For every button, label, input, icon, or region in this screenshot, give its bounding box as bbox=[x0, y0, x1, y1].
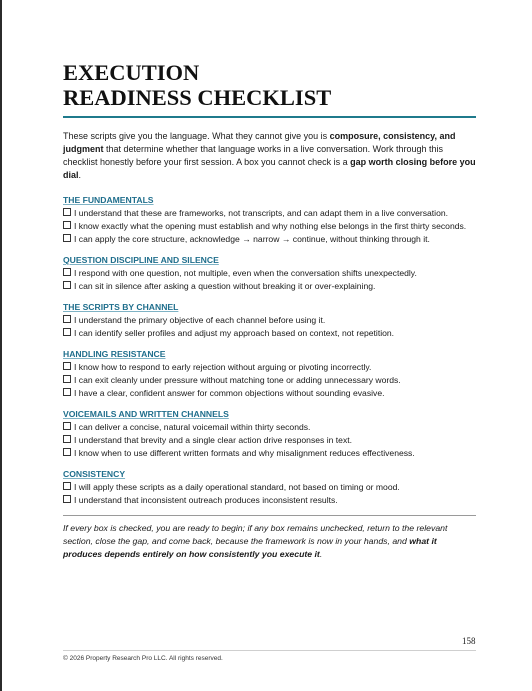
checklist-item-text: I can sit in silence after asking a question without breaking it or over-explaining. bbox=[74, 281, 376, 291]
checklist-item-text: I understand the primary objective of each channel before using it. bbox=[74, 315, 326, 325]
checklist-item bbox=[63, 314, 476, 327]
checkbox[interactable] bbox=[63, 388, 71, 396]
checklist-section bbox=[63, 254, 476, 293]
page-title bbox=[63, 60, 476, 110]
document-body bbox=[63, 60, 476, 561]
footer-divider bbox=[63, 650, 476, 651]
checklist-section bbox=[63, 194, 476, 246]
closing-emphasis: what it produces depends entirely on how consistently you execute it bbox=[63, 536, 437, 559]
section-heading: VOICEMAILS AND WRITTEN CHANNELS bbox=[63, 409, 229, 419]
checkbox[interactable] bbox=[63, 362, 71, 370]
section-heading: HANDLING RESISTANCE bbox=[63, 349, 166, 359]
checkbox[interactable] bbox=[63, 221, 71, 229]
closing-divider bbox=[63, 515, 476, 516]
checkbox[interactable] bbox=[63, 234, 71, 242]
checklist-item-text: I understand that these are frameworks, not transcripts, and can adapt them in a live conversation. bbox=[74, 208, 449, 218]
section-heading: THE SCRIPTS BY CHANNEL bbox=[63, 302, 179, 312]
intro-emphasis-2: gap worth closing before you dial bbox=[63, 157, 476, 180]
checklist-item bbox=[63, 447, 476, 460]
checklist-item-text: I can deliver a concise, natural voicemail within thirty seconds. bbox=[74, 422, 311, 432]
checklist-item bbox=[63, 361, 476, 374]
intro-emphasis-1: composure, consistency, and judgment bbox=[63, 131, 456, 154]
checklist-section bbox=[63, 468, 476, 507]
checklist-item-text: I will apply these scripts as a daily operational standard, not based on timing or mood. bbox=[74, 482, 400, 492]
checklist-section bbox=[63, 408, 476, 460]
checklist-item-text: I understand that brevity and a single clear action drive responses in text. bbox=[74, 435, 353, 445]
checklist-item bbox=[63, 387, 476, 400]
section-heading: CONSISTENCY bbox=[63, 469, 126, 479]
checklist-item bbox=[63, 233, 476, 246]
checklist-item bbox=[63, 421, 476, 434]
checkbox[interactable] bbox=[63, 422, 71, 430]
intro-paragraph: These scripts give you the language. What they cannot give you is composure, consistency, and judgment that determine whether that language works in a live conversation. Work through this checklist honestly before your first session. A box you cannot check is a gap worth closing before you dial. bbox=[63, 131, 476, 180]
checkbox[interactable] bbox=[63, 448, 71, 456]
section-heading: QUESTION DISCIPLINE AND SILENCE bbox=[63, 255, 219, 265]
checklist-section bbox=[63, 301, 476, 340]
title-line-1: EXECUTION bbox=[63, 60, 200, 85]
checklist-item-text: I know how to respond to early rejection without arguing or pivoting incorrectly. bbox=[74, 362, 372, 372]
checklist-item bbox=[63, 207, 476, 220]
checklist-item-text: I know exactly what the opening must establish and why nothing else belongs in the first thirty seconds. bbox=[74, 221, 467, 231]
checklist-item bbox=[63, 374, 476, 387]
title-line-2: READINESS CHECKLIST bbox=[63, 85, 332, 110]
checklist-item-text: I know when to use different written formats and why misalignment reduces effectiveness. bbox=[74, 448, 415, 458]
checklist bbox=[63, 194, 476, 507]
checklist-item-text: I can exit cleanly under pressure without matching tone or adding unnecessary words. bbox=[74, 375, 401, 385]
checklist-item bbox=[63, 220, 476, 233]
checkbox[interactable] bbox=[63, 495, 71, 503]
page-edge bbox=[0, 0, 2, 691]
checklist-section bbox=[63, 348, 476, 400]
section-heading: THE FUNDAMENTALS bbox=[63, 195, 154, 205]
checklist-item-text: I understand that inconsistent outreach produces inconsistent results. bbox=[74, 495, 338, 505]
checkbox[interactable] bbox=[63, 208, 71, 216]
checklist-item bbox=[63, 434, 476, 447]
checklist-item bbox=[63, 481, 476, 494]
checklist-item bbox=[63, 494, 476, 507]
title-divider bbox=[63, 116, 476, 118]
checkbox[interactable] bbox=[63, 268, 71, 276]
checklist-item-text: I have a clear, confident answer for common objections without sounding evasive. bbox=[74, 388, 385, 398]
checklist-item bbox=[63, 327, 476, 340]
checkbox[interactable] bbox=[63, 435, 71, 443]
page-number: 158 bbox=[462, 636, 476, 646]
checkbox[interactable] bbox=[63, 281, 71, 289]
checklist-item bbox=[63, 280, 476, 293]
checklist-item-text: I can identify seller profiles and adjust my approach based on context, not repetition. bbox=[74, 328, 395, 338]
checkbox[interactable] bbox=[63, 375, 71, 383]
copyright-footer: © 2026 Property Research Pro LLC. All rights reserved. bbox=[63, 655, 223, 662]
checkbox[interactable] bbox=[63, 315, 71, 323]
checkbox[interactable] bbox=[63, 482, 71, 490]
checklist-item-text: I respond with one question, not multiple, even when the conversation shifts unexpectedly. bbox=[74, 268, 417, 278]
checklist-item-text: I can apply the core structure, acknowledge → narrow → continue, without thinking through it. bbox=[74, 234, 430, 244]
closing-paragraph: If every box is checked, you are ready to begin; if any box remains unchecked, return to the relevant section, close the gap, and come back, because the framework is now in your hands, and what it produces depends entirely on how consistently you execute it. bbox=[63, 523, 448, 559]
checkbox[interactable] bbox=[63, 328, 71, 336]
checklist-item bbox=[63, 267, 476, 280]
